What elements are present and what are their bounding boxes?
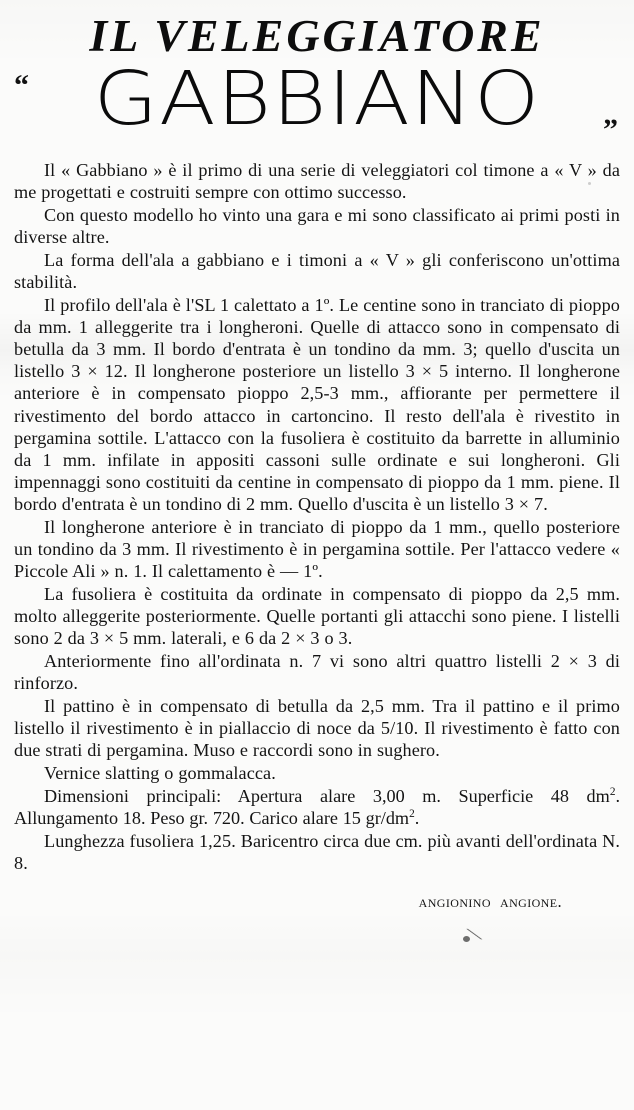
dimensions-text-part-2: . Allungamento 18. Peso gr. 720. Carico alare 15 gr/dm — [14, 786, 620, 829]
article-title-secondary: GABBIANO — [93, 56, 541, 142]
article-title-block — [0, 0, 634, 149]
scan-smudge-artifact — [466, 927, 483, 941]
author-first-name: angionino — [418, 891, 491, 911]
article-body — [0, 149, 634, 912]
paragraph-spars: Il longherone anteriore è in tranciato di pioppo da 1 mm., quello posteriore un tondino da 3 mm. Il rivestimento è in pergamina sottile. Per l'attacco vedere « Piccole Ali » n. 1. Il calettamento è — 1º. — [14, 516, 620, 581]
square-unit-exponent-2: 2 — [409, 808, 415, 821]
paragraph-intro: Il « Gabbiano » è il primo di una serie di veleggiatori col timone a « V » da me progettati e costruiti sempre con ottimo successo. — [14, 160, 620, 203]
author-signature — [14, 892, 620, 912]
paragraph-wing-profile: Il profilo dell'ala è l'SL 1 calettato a 1º. Le centine sono in tranciato di pioppo da mm. 1 alleggerite tra i longheroni. Quelle di attacco sono in compensato di betulla da 3 mm. Il bordo d'entrata è un tondino da mm. 3; quello d'uscita un listello 3 × 12. Il longherone posteriore un listello 3 × 5 interno. Il longherone anteriore è in compensato pioppo 2,5-3 mm., affiorante per permettere il rivestimento del bordo attacco in cartoncino. Il resto dell'ala è rivestito in pergamina sottile. L'attacco con la fusoliera è costituito da barrette in alluminio da 1 mm. infilate in appositi cassoni sulle ordinate e sui longheroni. Gli impennaggi sono costituiti da centine in compensato di pioppo da 1 mm. piene. Il bordo d'entrata è un tondino di 2 mm. Quello d'uscita è un listello 3 × 7. — [14, 295, 620, 514]
paragraph-fuselage-length: Lunghezza fusoliera 1,25. Baricentro circa due cm. più avanti dell'ordinata N. 8. — [14, 831, 620, 874]
paragraph-wing-shape: La forma dell'ala a gabbiano e i timoni a « V » gli conferiscono un'ottima stabilità. — [14, 250, 620, 293]
scan-smudge-dot — [463, 936, 470, 942]
dimensions-text-end: . — [414, 808, 420, 829]
article-title-primary: IL VELEGGIATORE — [89, 11, 545, 61]
paragraph-competition: Con questo modello ho vinto una gara e mi sono classificato ai primi posti in diverse altre. — [14, 205, 620, 248]
article-title-secondary-wrap — [0, 56, 634, 149]
paragraph-reinforcement: Anteriormente fino all'ordinata n. 7 vi sono altri quattro listelli 2 × 3 di rinforzo. — [14, 651, 620, 694]
opening-quotation-mark: “ — [14, 69, 29, 102]
signature-period: . — [557, 891, 562, 911]
author-last-name: angione — [500, 891, 558, 911]
paragraph-finish: Vernice slatting o gommalacca. — [44, 763, 276, 784]
paragraph-main-dimensions — [14, 785, 620, 829]
paragraph-skid: Il pattino è in compensato di betulla da 2,5 mm. Tra il pattino e il primo listello il rivestimento è in piallaccio di noce da 5/10. Il rivestimento è fatto con due strati di pergamina. Muso e raccordi sono in sughero. — [14, 696, 620, 761]
square-unit-exponent: 2 — [609, 786, 616, 799]
paragraph-fuselage: La fusoliera è costituita da ordinate in compensato di pioppo da 2,5 mm. molto alleggerite posteriormente. Quelle portanti gli attacchi sono piene. I listelli sono 2 da 3 × 5 mm. laterali, e 6 da 2 × 3 o 3. — [14, 583, 620, 648]
dimensions-text-part-1: Dimensioni principali: Apertura alare 3,00 m. Superficie 48 dm — [44, 786, 610, 807]
closing-quotation-mark: ” — [603, 113, 618, 146]
